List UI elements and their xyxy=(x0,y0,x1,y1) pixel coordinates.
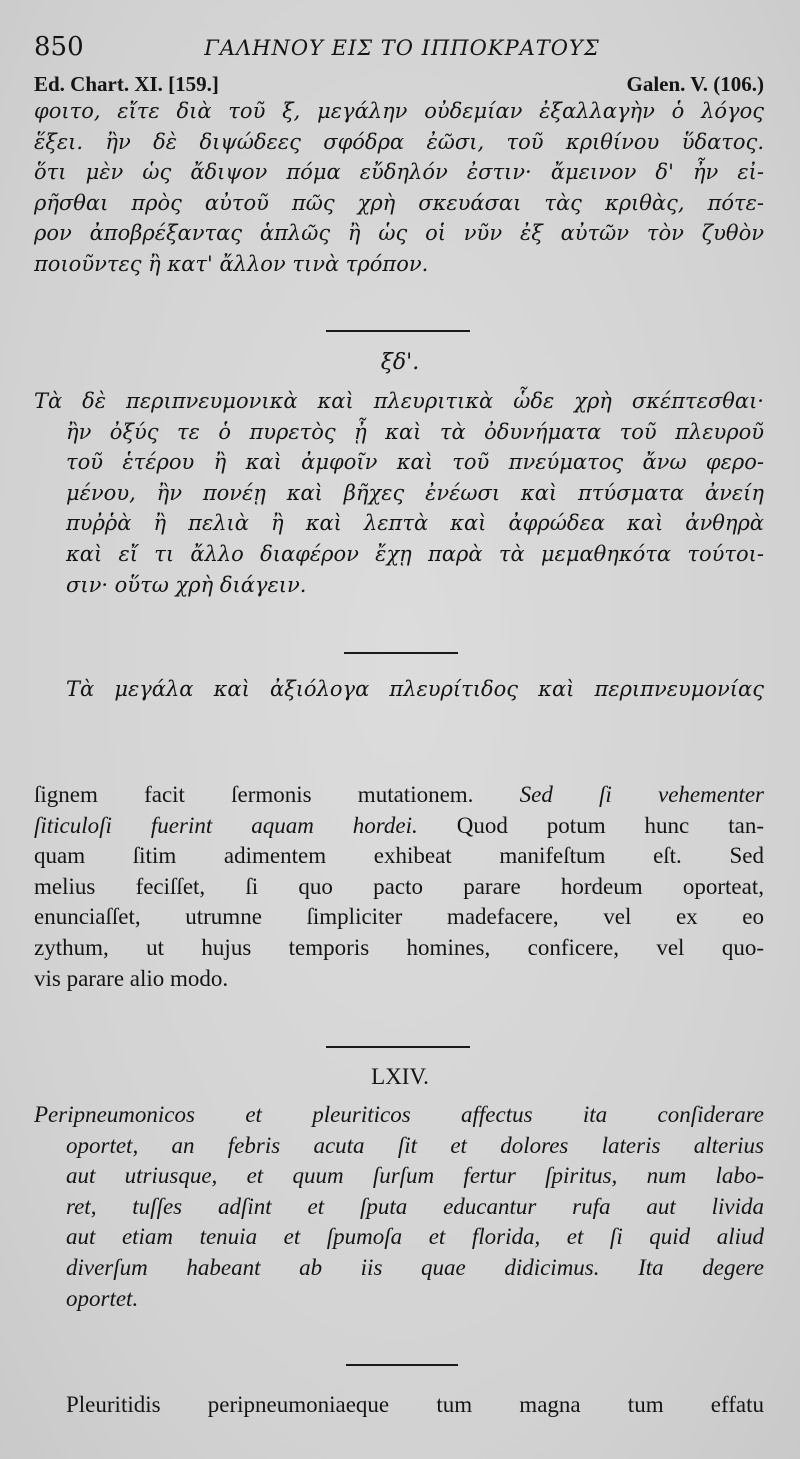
text-line: Τὰ μεγάλα καὶ ἀξιόλογα πλευρίτιδος καὶ περιπνευμονίας xyxy=(66,677,764,701)
section-divider xyxy=(326,1046,470,1048)
text-line: melius feciſſet, ſi quo pacto parare hordeum oporteat, xyxy=(34,873,764,899)
greek-commentary-paragraph xyxy=(34,96,764,280)
latin-commentary-start xyxy=(34,1390,764,1421)
text-line xyxy=(34,811,764,842)
text-line: Peripneumonicos et pleuriticos affectus ita conſiderare xyxy=(34,1102,764,1127)
latin-commentary-paragraph xyxy=(34,780,764,994)
section-divider xyxy=(344,652,458,654)
italic-text: ſiticuloſi fuerint aquam hordei. xyxy=(34,812,418,838)
text-line: zythum, ut hujus temporis homines, conficere, vel quo- xyxy=(34,934,764,960)
edition-kuehn: Galen. V. (106.) xyxy=(626,72,764,96)
text-line: ἢν ὀξύς τε ὁ πυρετὸς ᾖ καὶ τὰ ὀδυνήματα τοῦ πλευροῦ xyxy=(66,419,764,444)
greek-aphorism xyxy=(34,386,764,600)
text-line: Τὰ δὲ περιπνευμονικὰ καὶ πλευριτικὰ ὧδε χρὴ σκέπτεσθαι· xyxy=(34,389,764,413)
text-line xyxy=(34,780,764,811)
text-line: ρον ἀποβρέξαντας ἁπλῶς ἢ ὡς οἱ νῦν ἐξ αὐτῶν τὸν ζυθὸν xyxy=(34,221,764,246)
running-title: ΓΑΛΗΝΟΥ ΕΙΣ ΤΟ ΙΠΠΟΚΡΑΤΟΥΣ xyxy=(204,36,600,60)
text-line: ὅτι μὲν ὡς ἄδιψον πόμα εὔδηλόν ἐστιν· ἄμεινον δ' ἦν εἰ- xyxy=(34,160,764,185)
text-line: Pleuritidis peripneumoniaeque tum magna tum effatu xyxy=(66,1392,764,1417)
latin-section-number: LXIV. xyxy=(371,1064,429,1089)
text-line: aut utriusque, et quum ſurſum fertur ſpiritus, num labo- xyxy=(66,1163,764,1189)
section-divider xyxy=(346,1364,458,1366)
text-line: vis parare alio modo. xyxy=(34,965,229,991)
page-number: 850 xyxy=(34,32,84,62)
edition-chartier: Ed. Chart. XI. [159.] xyxy=(34,72,219,96)
text-line: aut etiam tenuia et ſpumoſa et florida, et ſi quid aliud xyxy=(66,1224,764,1250)
text-line: ἕξει. ἢν δὲ διψώδεες σφόδρα ἐῶσι, τοῦ κριθίνου ὕδατος. xyxy=(34,129,764,154)
text-line: ρῆσθαι πρὸς αὐτοῦ πῶς χρὴ σκευάσαι τὰς κριθὰς, πότε- xyxy=(34,190,764,215)
text-line: ποιοῦντες ἢ κατ' ἄλλον τινὰ τρόπον. xyxy=(34,251,429,276)
roman-text: ſignem facit ſermonis mutationem. xyxy=(34,782,474,807)
text-line: oportet, an febris acuta ſit et dolores lateris alterius xyxy=(66,1132,764,1158)
text-line: enunciaſſet, utrumne ſimpliciter madefacere, vel ex eo xyxy=(34,904,764,930)
text-line: diverſum habeant ab iis quae didicimus. Ita degere xyxy=(66,1254,764,1280)
text-line: πυῤῥὰ ἢ πελιὰ ἢ καὶ λεπτὰ καὶ ἀφρώδεα καὶ ἀνθηρὰ xyxy=(66,511,764,536)
text-line: quam ſitim adimentem exhibeat manifeſtum eſt. Sed xyxy=(34,843,764,869)
page-header xyxy=(34,32,770,62)
text-line: καὶ εἴ τι ἄλλο διαφέρον ἔχῃ παρὰ τὰ μεμαθηκότα τούτοι- xyxy=(66,541,764,566)
section-divider xyxy=(326,330,470,332)
text-line: φοιτο, εἴτε διὰ τοῦ ξ, μεγάλην οὐδεμίαν ἐξαλλαγὴν ὁ λόγος xyxy=(34,99,764,123)
text-line: μένου, ἢν πονέῃ καὶ βῆχες ἐνέωσι καὶ πτύσματα ἀνείη xyxy=(66,480,764,505)
latin-aphorism xyxy=(34,1100,764,1314)
roman-text: Quod potum hunc tan- xyxy=(417,812,764,838)
text-line: τοῦ ἑτέρου ἢ καὶ ἀμφοῖν καὶ τοῦ πνεύματος ἄνω φερο- xyxy=(66,450,764,475)
greek-section-number: ξδ'. xyxy=(380,350,420,375)
text-line: ret, tuſſes adſint et ſputa educantur rufa aut livida xyxy=(66,1193,764,1219)
greek-commentary-start xyxy=(34,674,764,705)
italic-text: Sed ſi vehementer xyxy=(473,782,765,807)
text-line: σιν· οὕτω χρὴ διάγειν. xyxy=(66,572,307,597)
text-line: oportet. xyxy=(66,1285,139,1311)
